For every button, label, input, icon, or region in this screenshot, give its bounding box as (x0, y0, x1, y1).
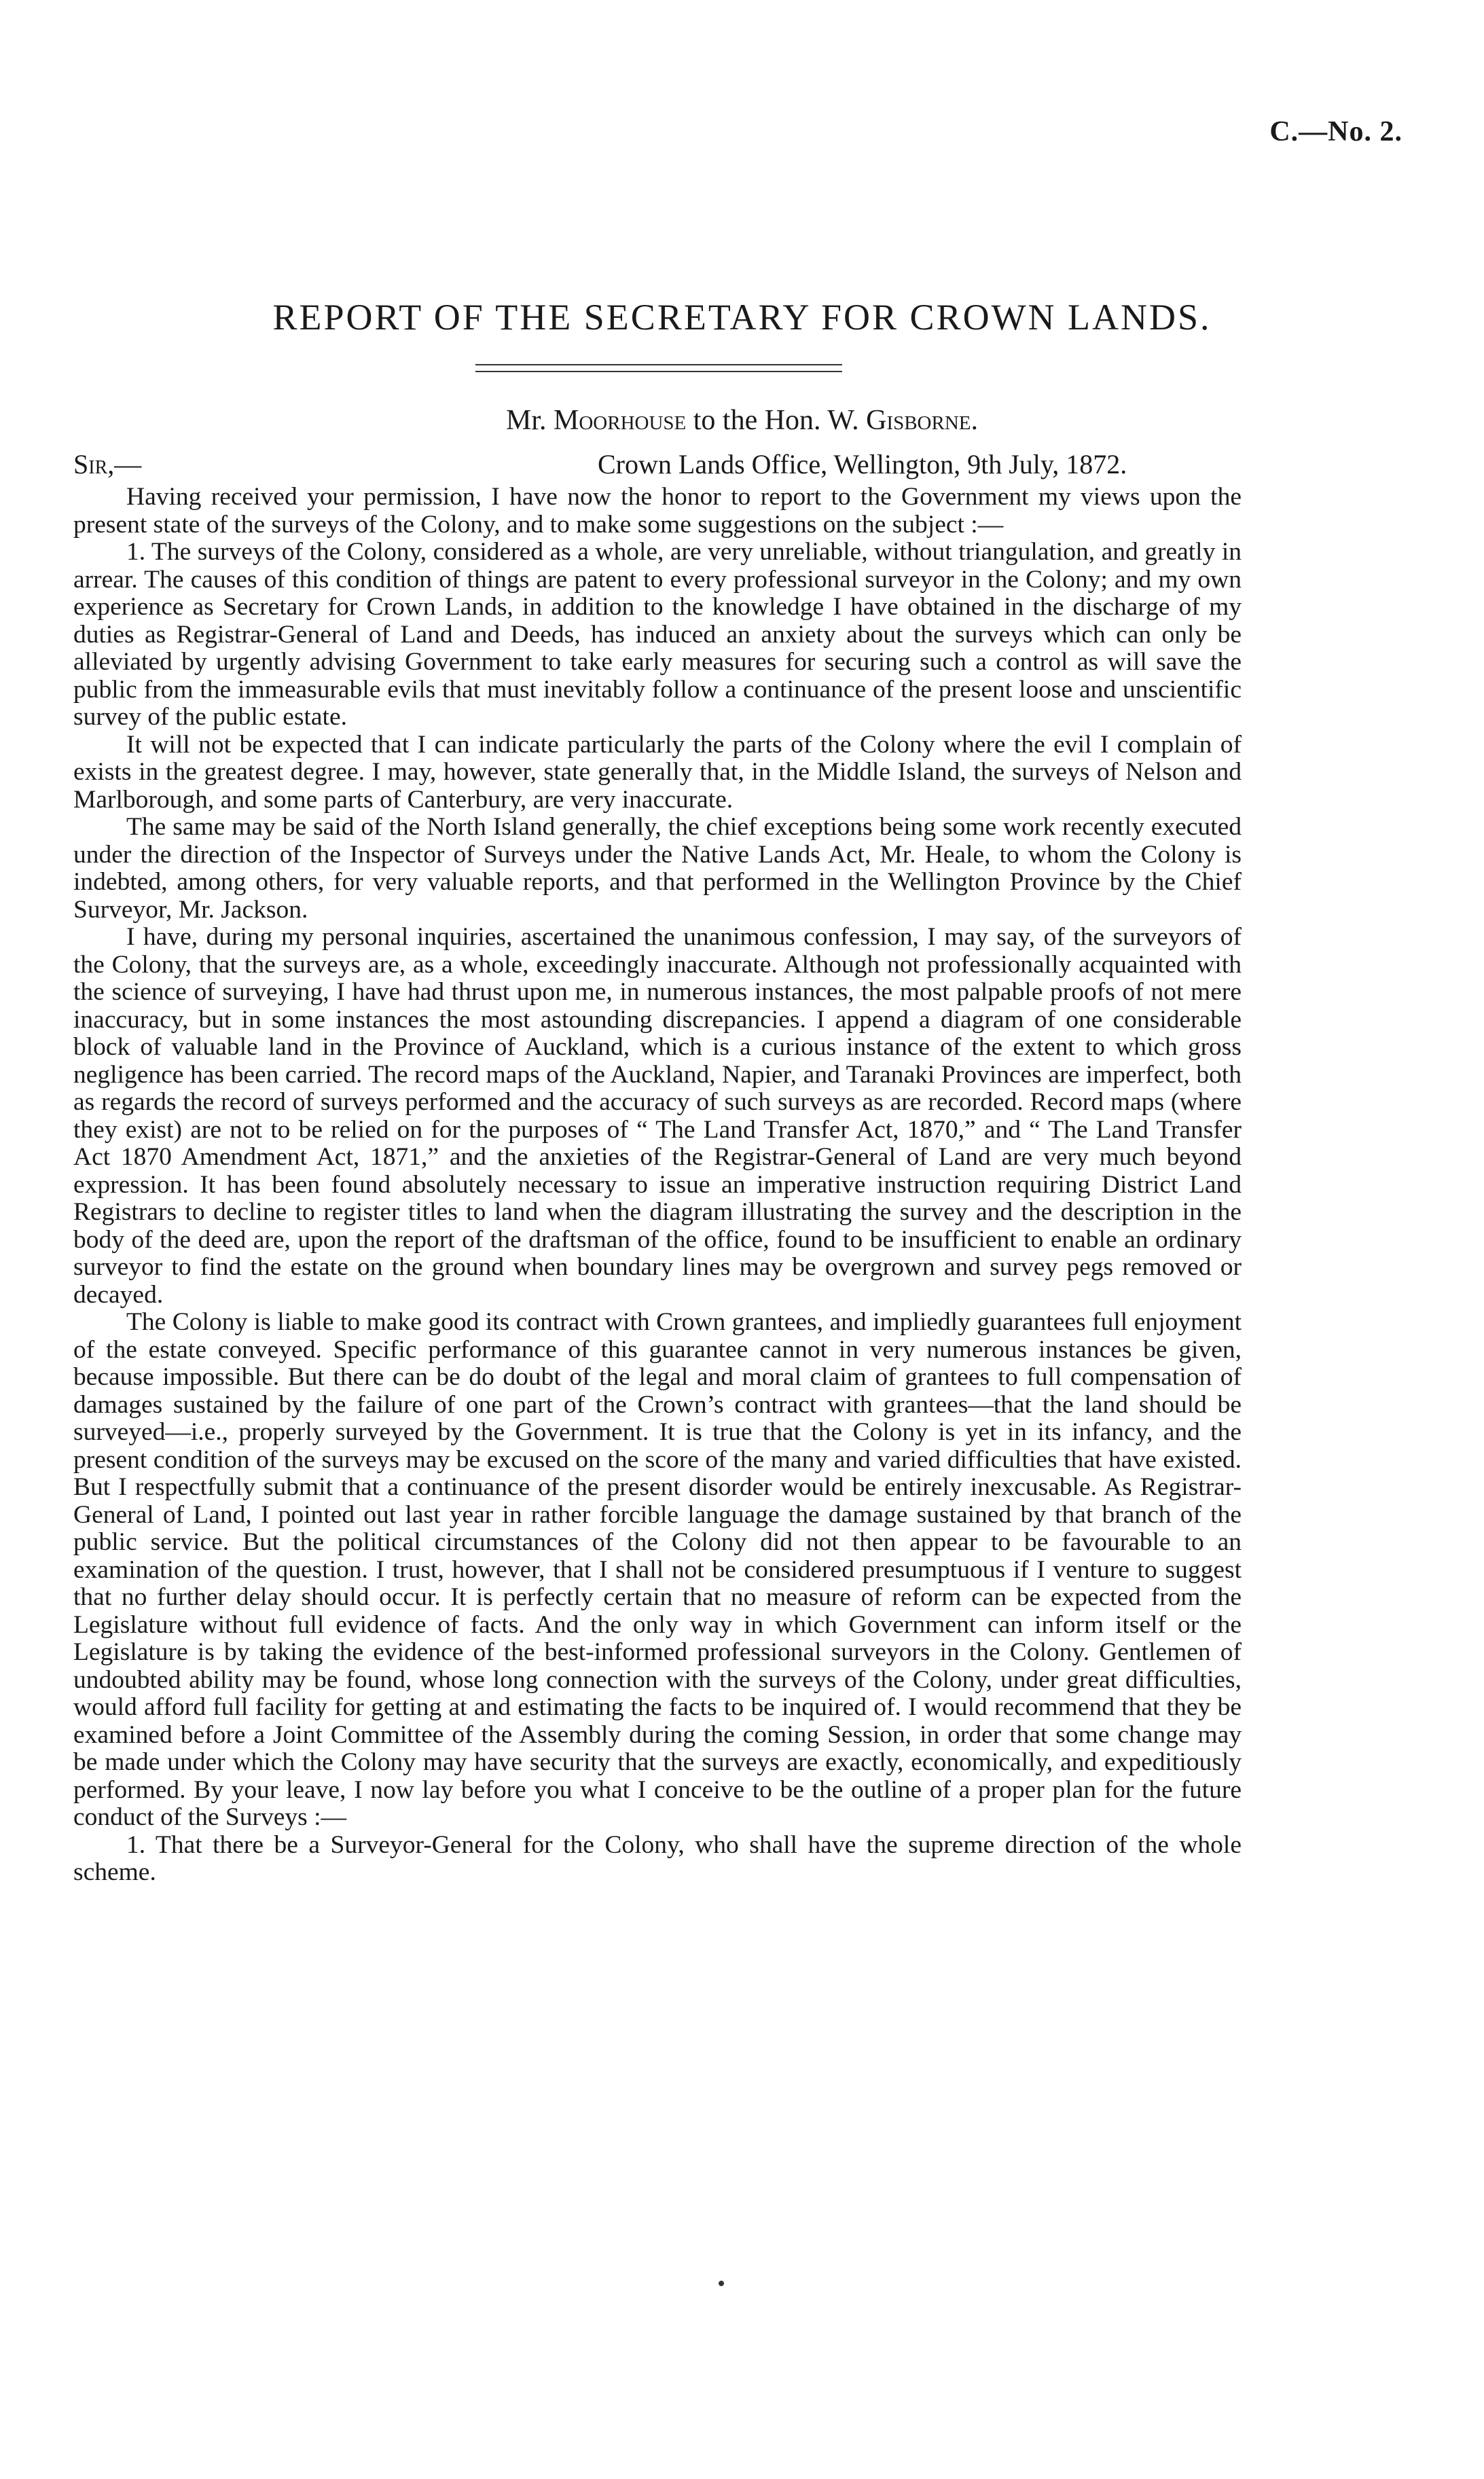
paragraph: I have, during my personal inquiries, ascertained the unanimous confession, I may say, of the surveyors of the Colony, that the surveys are, as a whole, exceedingly inaccurate. Although not professionally acquainted with the science of surveying, I have had thrust upon me, in numerous instances, the most palpable proofs of not mere inaccuracy, but in some instances the most astounding discrepancies. I append a diagram of one considerable block of valuable land in the Province of Auckland, which is a curious instance of the extent to which gross negligence has been carried. The record maps of the Auckland, Napier, and Taranaki Provinces are imperfect, both as regards the record of surveys performed and the accuracy of such surveys as are recorded. Record maps (where they exist) are not to be relied on for the purposes of “ The Land Transfer Act, 1870,” and “ The Land Transfer Act 1870 Amendment Act, 1871,” and the anxieties of the Registrar-General of Land are very much beyond expression. It has been found absolutely necessary to issue an imperative instruction requiring District Land Registrars to decline to register titles to land when the diagram illustrating the survey and the description in the body of the deed are, upon the report of the draftsman of the office, found to be insufficient to enable an ordinary surveyor to find the estate on the ground when boundary lines may be overgrown and survey pegs removed or decayed. (73, 923, 1242, 1309)
dateline: Crown Lands Office, Wellington, 9th July, 1872. (598, 449, 1127, 479)
page-mark (719, 2281, 724, 2286)
title-divider-bottom (475, 371, 842, 372)
paragraph: It will not be expected that I can indicate particularly the parts of the Colony where the evil I complain of exists in the greatest degree. I may, however, state generally that, in the Middle Island, the surveys of Nelson and Marlborough, and some parts of Canterbury, are very inaccurate. (73, 730, 1242, 814)
to-prefix: to the Hon. W. (686, 405, 867, 436)
to-name: Gisborne (866, 405, 971, 436)
letter-body (73, 484, 1242, 1887)
paragraph: The same may be said of the North Island generally, the chief exceptions being some work recently executed under the direction of the Inspector of Surveys under the Native Lands Act, Mr. Heale, to whom the Colony is indebted, among others, for very valuable reports, and that performed in the Wellington Province by the Chief Surveyor, Mr. Jackson. (73, 813, 1242, 924)
letter-heading (0, 404, 1484, 437)
paragraph: 1. The surveys of the Colony, considered as a whole, are very unreliable, without triangulation, and greatly in arrear. The causes of this condition of things are patent to every professional surveyor in the Colony; and my own experience as Secretary for Crown Lands, in addition to the knowledge I have obtained in the discharge of my duties as Registrar-General of Land and Deeds, has induced an anxiety about the surveys which can only be alleviated by urgently advising Government to take early measures for securing such a control as will save the public from the immeasurable evils that must inevitably follow a continuance of the present loose and unscientific survey of the public estate. (73, 538, 1242, 731)
paragraph: Having received your permission, I have now the honor to report to the Government my views upon the present state of the surveys of the Colony, and to make some suggestions on the subject :— (73, 483, 1242, 539)
to-suffix: . (971, 405, 978, 436)
from-name: Moorhouse (554, 405, 687, 436)
page-reference: C.—No. 2. (1269, 116, 1402, 147)
report-title: REPORT OF THE SECRETARY FOR CROWN LANDS. (272, 297, 1212, 338)
paragraph: The Colony is liable to make good its contract with Crown grantees, and impliedly guarantees full enjoyment of the estate conveyed. Specific performance of this guarantee cannot in very numerous instances be given, because impossible. But there can be do doubt of the legal and moral claim of grantees to full compensation of damages sustained by the failure of one part of the Crown’s contract with grantees—that the land should be surveyed—i.e., properly surveyed by the Government. It is true that the Colony is yet in its infancy, and the present condition of the surveys may be excused on the score of the many and varied difficulties that have existed. But I respectfully submit that a continuance of the present disorder would be entirely inexcusable. As Registrar-General of Land, I pointed out last year in rather forcible language the damage sustained by that branch of the public service. But the political circumstances of the Colony did not then appear to be favourable to an examination of the question. I trust, however, that I shall not be considered presumptuous if I venture to suggest that no further delay should occur. It is perfectly certain that no measure of reform can be expected from the Legislature without full evidence of facts. And the only way in which Government can inform itself or the Legislature is by taking the evidence of the best-informed professional surveyors in the Colony. Gentlemen of undoubted ability may be found, whose long connection with the surveys of the Colony, under great difficulties, would afford full facility for getting at and estimating the facts to be inquired of. I would recommend that they be examined before a Joint Committee of the Assembly during the coming Session, in order that some change may be made under which the Colony may have security that the surveys are exactly, economically, and expeditiously performed. By your leave, I now lay before you what I conceive to be the outline of a proper plan for the future conduct of the Surveys :— (73, 1308, 1242, 1831)
title-divider-top (475, 364, 842, 365)
salutation: Sir,— (73, 449, 142, 479)
from-prefix: Mr. (505, 405, 554, 436)
paragraph: 1. That there be a Surveyor-General for the Colony, who shall have the supreme direction of the whole scheme. (73, 1830, 1242, 1886)
